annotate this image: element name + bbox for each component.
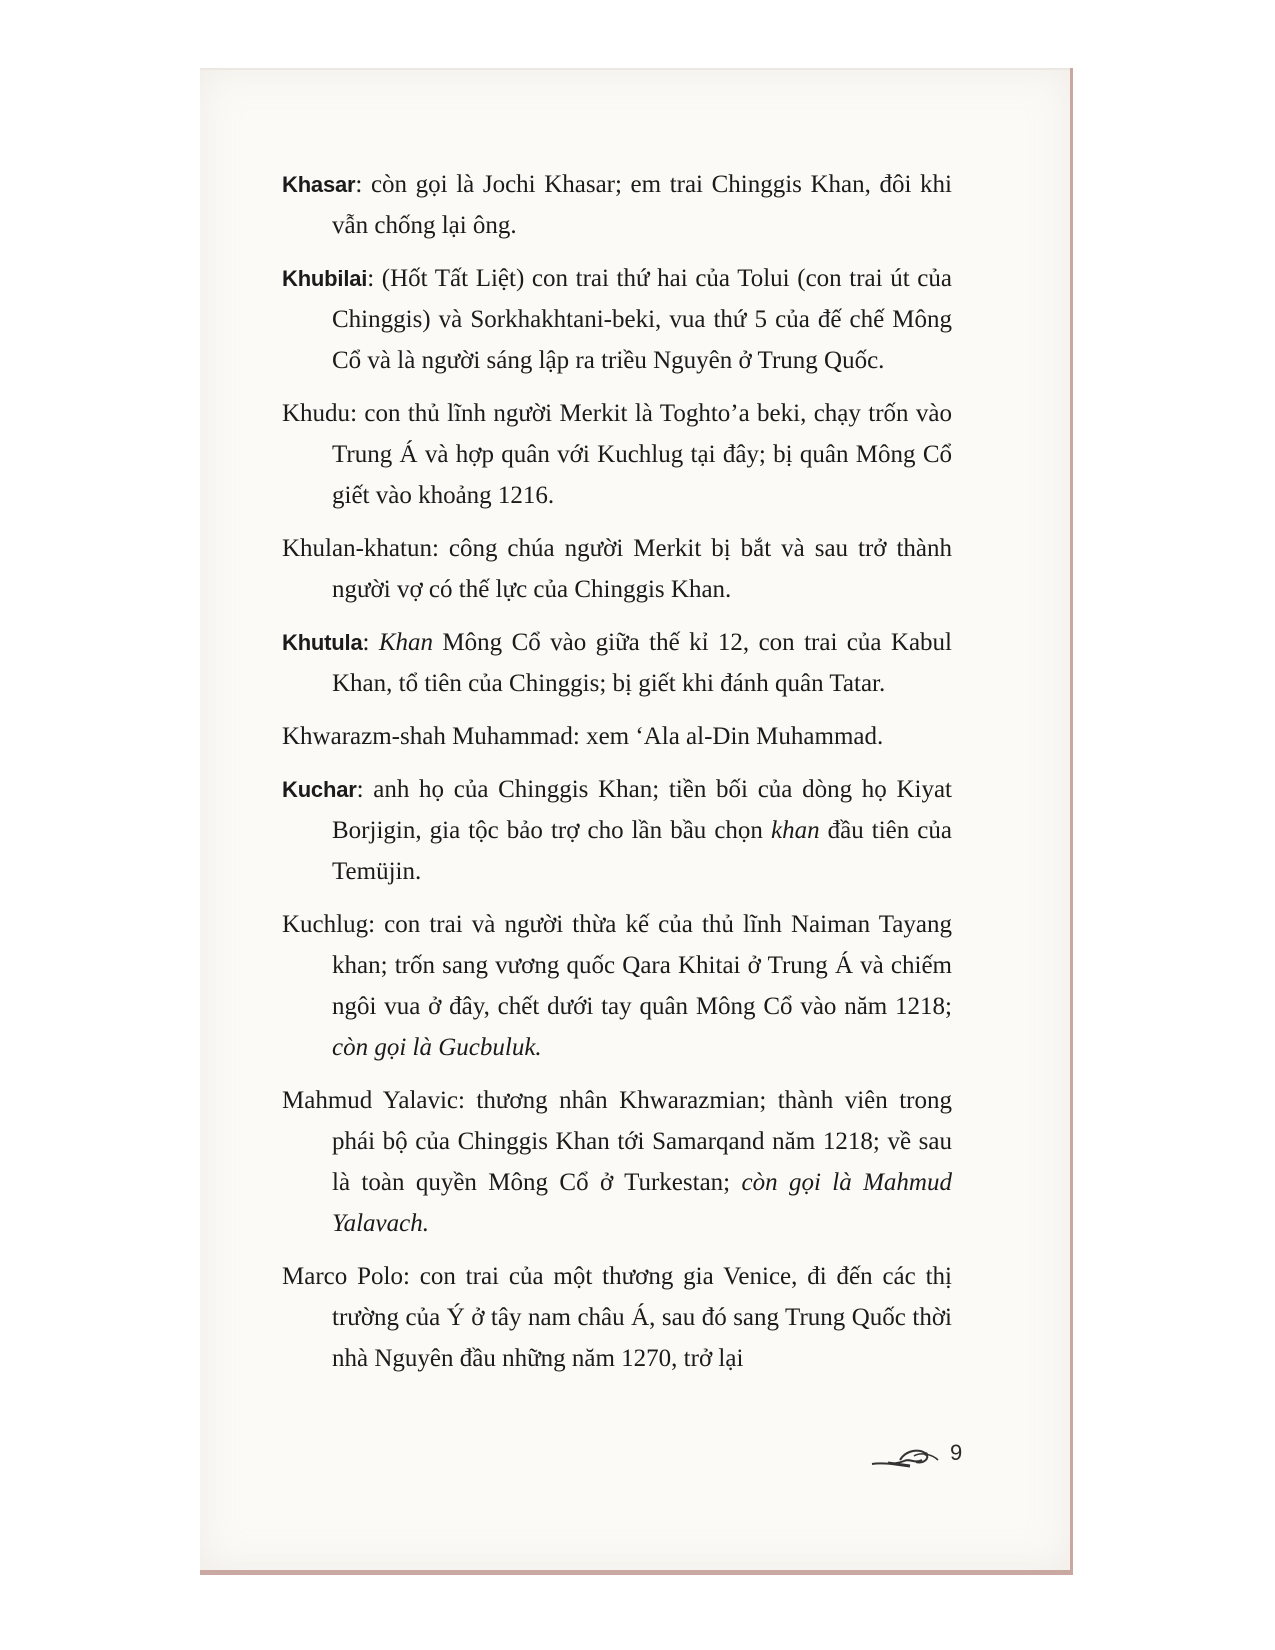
- entry-definition: : con trai và người thừa kế của thủ lĩnh Naiman Tayang khan; trốn sang vương quốc Qara Khitai ở Trung Á và chiếm ngôi vua ở đây, chết dưới tay quân Mông Cổ vào năm 1218;: [332, 911, 952, 1020]
- glossary-entry: [282, 164, 952, 246]
- entry-term: Marco Polo: [282, 1263, 403, 1290]
- page-number: 9: [950, 1440, 963, 1465]
- entry-definition: : còn gọi là Jochi Khasar; em trai Chinggis Khan, đôi khi vẫn chống lại ông.: [332, 171, 952, 239]
- glossary-entry: [282, 528, 952, 610]
- entry-term: Mahmud Yalavic: [282, 1087, 459, 1114]
- entry-term: Khudu: [282, 400, 351, 427]
- book-page: [200, 68, 1073, 1575]
- entry-definition: :: [362, 629, 379, 656]
- glossary-entry: [282, 393, 952, 516]
- entry-italic-text: Khan: [378, 629, 434, 656]
- entry-term: Khutula: [282, 630, 363, 655]
- glossary-entry: [282, 716, 952, 757]
- glossary-entry: [282, 769, 952, 892]
- entry-term: Khasar: [282, 172, 356, 197]
- entry-definition: : xem ‘Ala al-Din Muhammad.: [572, 723, 884, 750]
- entry-definition: : con thủ lĩnh người Merkit là Toghto’a beki, chạy trốn vào Trung Á và hợp quân với Kuchlug tại đây; bị quân Mông Cổ giết vào khoảng 1216.: [332, 400, 952, 509]
- entry-italic-text: còn gọi là Gucbuluk.: [332, 1034, 542, 1061]
- entry-definition: : con trai của một thương gia Venice, đi đến các thị trường của Ý ở tây nam châu Á, sau đó sang Trung Quốc thời nhà Nguyên đầu những năm 1270, trở lại: [332, 1263, 952, 1372]
- entry-term: Khulan-khatun: [282, 535, 432, 562]
- entry-definition: : anh họ của Chinggis Khan; tiền bối của dòng họ Kiyat Borjigin, gia tộc bảo trợ cho lần bầu chọn: [332, 776, 952, 844]
- entry-term: Kuchlug: [282, 911, 369, 938]
- glossary-entry: [282, 258, 952, 381]
- entry-italic-text: còn gọi là Mahmud Yalavach.: [332, 1169, 952, 1237]
- flourish-icon: [870, 1442, 946, 1472]
- entry-definition: : thương nhân Khwarazmian; thành viên trong phái bộ của Chinggis Khan tới Samarqand năm 1218; về sau là toàn quyền Mông Cổ ở Turkestan;: [332, 1087, 952, 1196]
- glossary-entry: [282, 622, 952, 704]
- entry-italic-text: khan: [770, 817, 820, 844]
- glossary-entry: [282, 1256, 952, 1379]
- glossary-entry: [282, 904, 952, 1068]
- entry-term: Khwarazm-shah Muhammad: [282, 723, 573, 750]
- entry-term: Kuchar: [282, 777, 357, 802]
- entry-definition: đầu tiên của Temüjin.: [332, 817, 952, 885]
- glossary-entry: [282, 1080, 952, 1244]
- entry-definition: Mông Cổ vào giữa thế kỉ 12, con trai của Kabul Khan, tổ tiên của Chinggis; bị giết khi đánh quân Tatar.: [332, 629, 952, 697]
- entry-term: Khubilai: [282, 266, 368, 291]
- entry-definition: : công chúa người Merkit bị bắt và sau trở thành người vợ có thế lực của Chinggis Khan.: [332, 535, 952, 603]
- glossary-entries: [282, 164, 952, 1391]
- entry-definition: : (Hốt Tất Liệt) con trai thứ hai của Tolui (con trai út của Chinggis) và Sorkhakhtani-beki, vua thứ 5 của đế chế Mông Cổ và là người sáng lập ra triều Nguyên ở Trung Quốc.: [332, 265, 952, 374]
- page-footer: [870, 1438, 990, 1478]
